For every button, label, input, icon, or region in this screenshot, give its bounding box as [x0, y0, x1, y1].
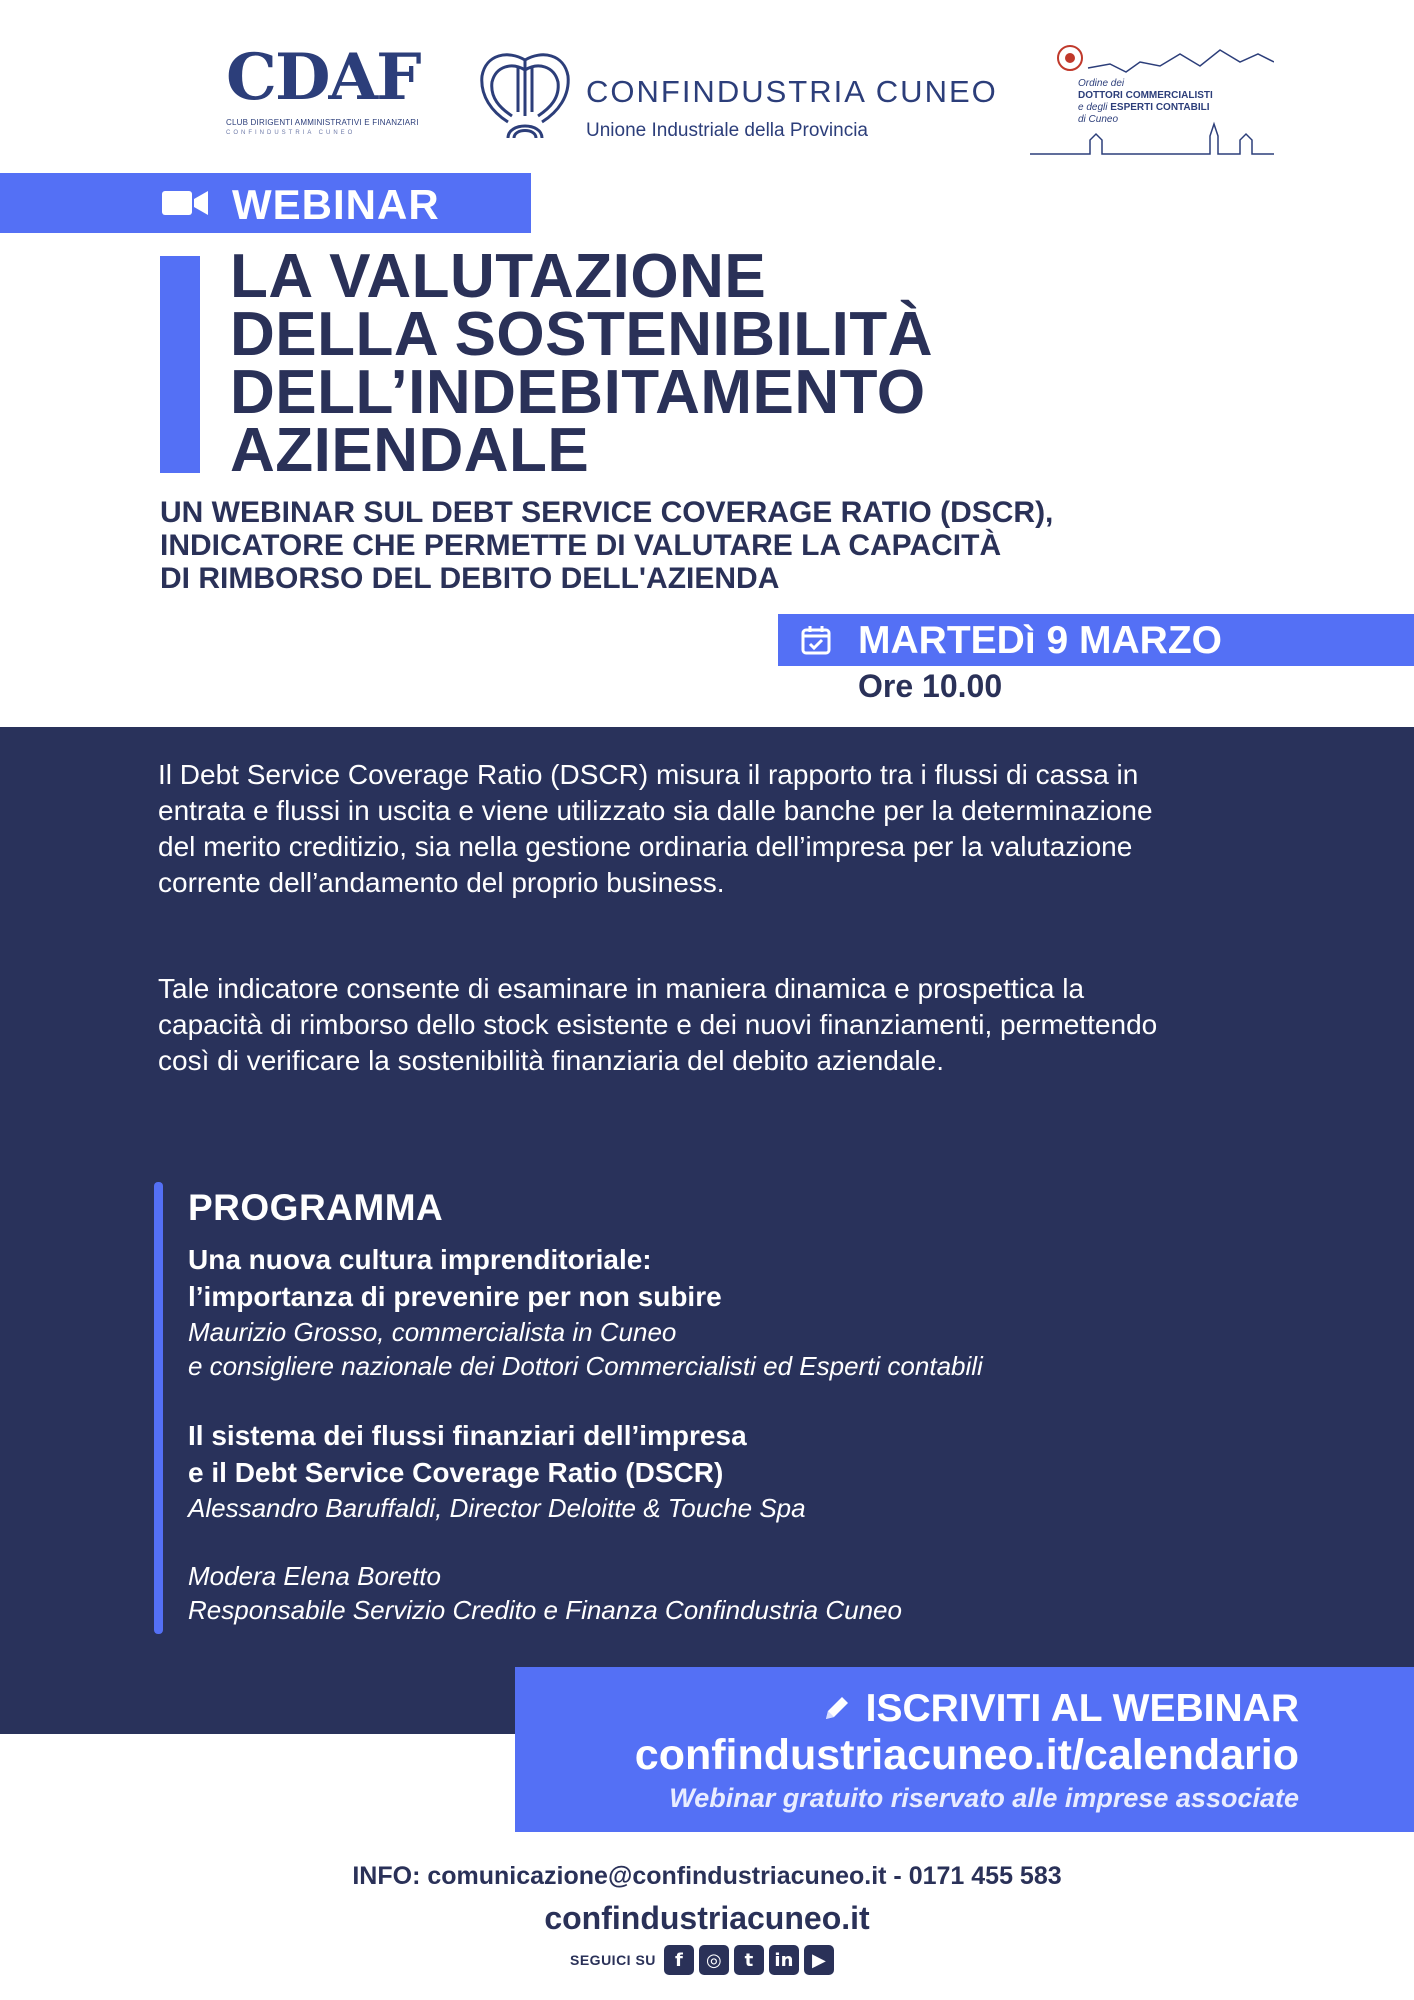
programma-item-title: Il sistema dei flussi finanziari dell’impresa — [188, 1420, 747, 1451]
contact-info[interactable]: INFO: comunicazione@confindustriacuneo.it - 0171 455 583 — [352, 1862, 1062, 1890]
title-line: DELL’INDEBITAMENTO — [230, 358, 926, 427]
programma-item-speaker: e consigliere nazionale dei Dottori Commercialisti ed Esperti contabili — [188, 1351, 983, 1381]
twitter-icon[interactable]: t — [734, 1945, 764, 1975]
confindustria-subtitle: Unione Industriale della Provincia — [586, 120, 868, 141]
programma-item-speaker: Maurizio Grosso, commercialista in Cuneo — [188, 1317, 677, 1347]
programma-item-title: l’importanza di prevenire per non subire — [188, 1281, 722, 1312]
register-label[interactable]: ISCRIVITI AL WEBINAR — [865, 1687, 1299, 1730]
event-date: MARTEDì 9 MARZO — [858, 619, 1222, 662]
title-line: AZIENDALE — [230, 416, 590, 485]
moderator-name: Modera Elena Boretto — [188, 1561, 441, 1591]
programma-moderator — [188, 1559, 1288, 1627]
programma-item-title: Una nuova cultura imprenditoriale: — [188, 1244, 652, 1275]
programma-item — [188, 1241, 1288, 1383]
event-time: Ore 10.00 — [858, 668, 1003, 704]
title-line: LA VALUTAZIONE — [230, 242, 767, 311]
second-paragraph: Tale indicatore consente di esaminare in maniera dinamica e prospettica la capacità di rimborso dello stock esistente e dei nuovi finanziamenti, permettendo così di verificare la sostenibilità finanziaria del debito aziendale. — [158, 973, 1158, 1076]
instagram-icon[interactable]: ◎ — [699, 1945, 729, 1975]
intro-paragraph: Il Debt Service Coverage Ratio (DSCR) misura il rapporto tra i flussi di cassa in entrata e flussi in uscita e viene utilizzato sia dalle banche per la determinazione del merito creditizio, sia nella gestione ordinaria dell’impresa per la valutazione corrente dell’andamento del proprio business. — [158, 759, 1153, 898]
register-note: Webinar gratuito riservato alle imprese associate — [669, 1783, 1299, 1813]
confindustria-eagle-icon — [478, 46, 572, 142]
calendar-check-icon — [800, 624, 832, 656]
moderator-role: Responsabile Servizio Credito e Finanza Confindustria Cuneo — [188, 1595, 902, 1625]
title-line: DELLA SOSTENIBILITÀ — [230, 300, 933, 369]
programma-heading: PROGRAMMA — [188, 1187, 444, 1228]
programma-item-title: e il Debt Service Coverage Ratio (DSCR) — [188, 1457, 724, 1488]
confindustria-name: CONFINDUSTRIA CUNEO — [586, 74, 998, 109]
subtitle-line: INDICATORE CHE PERMETTE DI VALUTARE LA CAPACITÀ — [160, 529, 1002, 562]
linkedin-icon[interactable]: in — [769, 1945, 799, 1975]
dscr-highlight: Debt Service Coverage Ratio (DSCR) — [179, 759, 649, 790]
webinar-label: WEBINAR — [232, 181, 440, 228]
cdaf-logo — [226, 40, 420, 150]
content-section — [0, 727, 1414, 1734]
subtitle-line: UN WEBINAR SUL DEBT SERVICE COVERAGE RATIO (DSCR), — [160, 496, 1054, 529]
page-subtitle — [160, 496, 1260, 595]
website-link[interactable]: confindustriacuneo.it — [544, 1900, 870, 1936]
follow-label: SEGUICI SU — [570, 1952, 656, 1968]
video-camera-icon — [162, 187, 208, 219]
cdaf-logo-subcaption: CONFINDUSTRIA CUNEO — [226, 130, 356, 136]
programma-item — [188, 1417, 1288, 1525]
register-cta[interactable] — [515, 1667, 1414, 1832]
odc-logo-text: Ordine dei DOTTORI COMMERCIALISTI e degli ESPERTI CONTABILI di Cuneo — [1078, 78, 1213, 125]
register-link[interactable]: confindustriacuneo.it/calendario — [634, 1731, 1299, 1779]
subtitle-line: DI RIMBORSO DEL DEBITO DELL'AZIENDA — [160, 562, 780, 595]
title-accent-bar — [160, 256, 200, 473]
programma-accent-bar — [154, 1182, 163, 1634]
page-title — [230, 242, 1230, 485]
social-links — [570, 1944, 839, 1976]
confindustria-logo — [478, 46, 998, 146]
youtube-icon[interactable]: ▶ — [804, 1945, 834, 1975]
cdaf-logo-caption: CLUB DIRIGENTI AMMINISTRATIVI E FINANZIARI — [226, 118, 419, 127]
programma-item-speaker: Alessandro Baruffaldi, Director Deloitte & Touche Spa — [188, 1493, 806, 1523]
register-label-row[interactable] — [822, 1687, 1299, 1731]
pencil-icon — [822, 1693, 852, 1723]
facebook-icon[interactable]: f — [664, 1945, 694, 1975]
webinar-badge — [0, 173, 531, 233]
date-banner — [778, 614, 1414, 666]
odc-logo — [1030, 44, 1274, 160]
cdaf-logo-mark: CDAF — [226, 40, 420, 115]
